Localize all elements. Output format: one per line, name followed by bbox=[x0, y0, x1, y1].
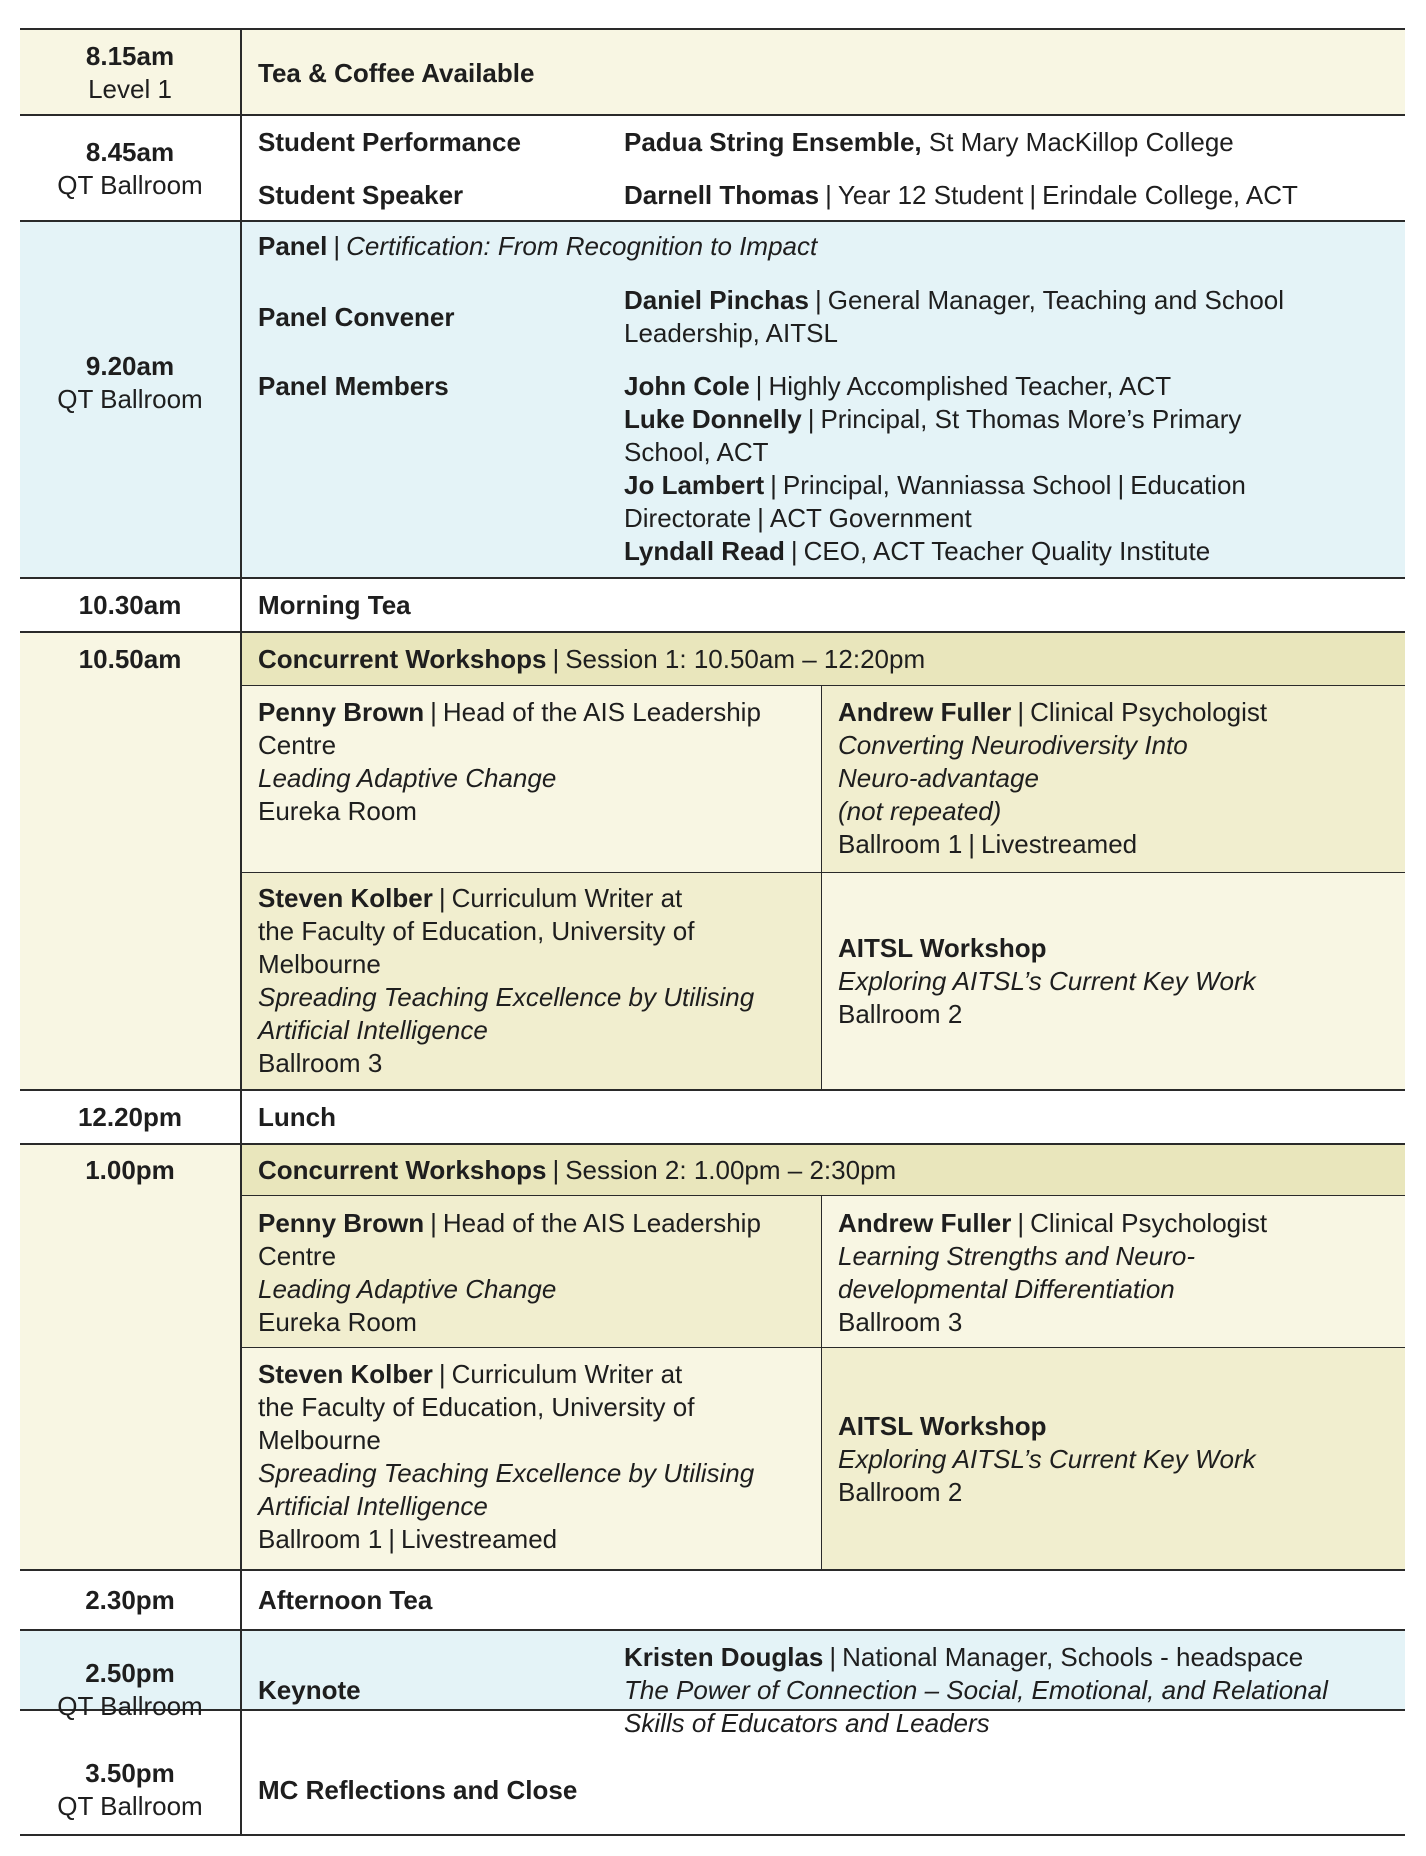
member-role: ACT Government bbox=[769, 503, 972, 533]
rule bbox=[20, 1143, 1405, 1145]
separator: | bbox=[968, 829, 976, 859]
s1-c-room: Ballroom 3 bbox=[258, 1048, 383, 1078]
s2-a-line-2: Centre bbox=[258, 1241, 337, 1271]
venue-qt-ballroom: QT Ballroom bbox=[57, 170, 203, 200]
performer-name: Padua String Ensemble, bbox=[624, 127, 922, 157]
separator: | bbox=[1029, 180, 1037, 210]
member-jo-lambert bbox=[624, 469, 1246, 502]
keynote-name: Kristen Douglas bbox=[624, 1642, 824, 1672]
time-12-20: 12.20pm bbox=[77, 1102, 183, 1132]
member-name: Luke Donnelly bbox=[624, 404, 802, 434]
convener-name: Daniel Pinchas bbox=[624, 285, 809, 315]
s1-header bbox=[258, 643, 925, 676]
s2-a-line-1 bbox=[258, 1207, 761, 1240]
s1-b-note: (not repeated) bbox=[838, 796, 1002, 826]
separator: | bbox=[438, 883, 446, 913]
label-panel-convener: Panel Convener bbox=[258, 302, 455, 332]
presenter-role: Curriculum Writer at bbox=[451, 883, 683, 913]
label-keynote: Keynote bbox=[258, 1675, 361, 1705]
livestream: Livestreamed bbox=[981, 829, 1138, 859]
room: Ballroom 1 bbox=[838, 829, 963, 859]
presenter-role: Head of the AIS Leadership bbox=[442, 697, 761, 727]
s2-header bbox=[258, 1154, 896, 1187]
panel-heading bbox=[258, 230, 817, 263]
member-luke-donnelly bbox=[624, 403, 1241, 436]
s2-header-rule bbox=[242, 1195, 1405, 1196]
rule-bottom bbox=[20, 1834, 1405, 1836]
s2-c-line-3: Melbourne bbox=[258, 1425, 381, 1455]
time-1-00: 1.00pm bbox=[85, 1155, 175, 1185]
speaker-org: Erindale College, ACT bbox=[1042, 180, 1298, 210]
livestream: Livestreamed bbox=[401, 1524, 558, 1554]
s1-d-room: Ballroom 2 bbox=[838, 999, 963, 1029]
keynote-speaker bbox=[624, 1641, 1303, 1674]
s2-c-room bbox=[258, 1523, 557, 1556]
rule-top bbox=[20, 28, 1405, 30]
s2-b-room: Ballroom 3 bbox=[838, 1307, 963, 1337]
s2-d-room: Ballroom 2 bbox=[838, 1477, 963, 1507]
s1-b-room bbox=[838, 828, 1137, 861]
member-role: Directorate bbox=[624, 503, 752, 533]
presenter-role: Clinical Psychologist bbox=[1030, 697, 1268, 727]
s1-a-title: Leading Adaptive Change bbox=[258, 763, 557, 793]
s1-d-name: AITSL Workshop bbox=[838, 933, 1047, 963]
time-2-50: 2.50pm bbox=[85, 1658, 175, 1688]
item-afternoon-tea: Afternoon Tea bbox=[258, 1585, 433, 1615]
member-lyndall-read bbox=[624, 535, 1210, 568]
convener-role: General Manager, Teaching and School bbox=[827, 285, 1285, 315]
member-role: CEO, ACT Teacher Quality Institute bbox=[803, 536, 1211, 566]
item-tea-coffee: Tea & Coffee Available bbox=[258, 58, 535, 88]
time-10-50: 10.50am bbox=[78, 644, 182, 674]
separator: | bbox=[430, 697, 437, 727]
item-lunch: Lunch bbox=[258, 1102, 336, 1132]
item-mc-reflections: MC Reflections and Close bbox=[258, 1775, 578, 1805]
presenter-name: Steven Kolber bbox=[258, 883, 433, 913]
time-9-20: 9.20am bbox=[85, 351, 175, 381]
separator: | bbox=[814, 285, 822, 315]
panel-title: Certification: From Recognition to Impact bbox=[346, 231, 818, 261]
s2-d-name: AITSL Workshop bbox=[838, 1411, 1047, 1441]
s2-c-title-1: Spreading Teaching Excellence by Utilising bbox=[258, 1458, 755, 1488]
separator: | bbox=[1017, 697, 1025, 727]
rule bbox=[20, 631, 1405, 633]
student-speaker-detail bbox=[624, 179, 1298, 212]
separator: | bbox=[1017, 1208, 1025, 1238]
s1-c-title-2: Artificial Intelligence bbox=[258, 1015, 488, 1045]
convener-line-1 bbox=[624, 284, 1284, 317]
s2-c-line-2: the Faculty of Education, University of bbox=[258, 1392, 695, 1422]
rule bbox=[20, 577, 1405, 579]
member-name: John Cole bbox=[624, 371, 750, 401]
performer-org: St Mary MacKillop College bbox=[928, 127, 1234, 157]
keynote-title-1: The Power of Connection – Social, Emotional, and Relational bbox=[624, 1675, 1328, 1705]
time-8-15: 8.15am bbox=[85, 41, 175, 71]
s1-b-title-2: Neuro-advantage bbox=[838, 763, 1039, 793]
speaker-role: Year 12 Student bbox=[837, 180, 1024, 210]
presenter-name: Steven Kolber bbox=[258, 1359, 433, 1389]
s2-b-title-2: developmental Differentiation bbox=[838, 1274, 1175, 1304]
member-role: Highly Accomplished Teacher, ACT bbox=[768, 371, 1172, 401]
s2-c-line-1 bbox=[258, 1358, 682, 1391]
venue-level-1: Level 1 bbox=[88, 74, 172, 104]
time-column-divider bbox=[240, 29, 242, 1835]
rule bbox=[20, 1569, 1405, 1571]
member-john-cole bbox=[624, 370, 1171, 403]
s2-a-title: Leading Adaptive Change bbox=[258, 1274, 557, 1304]
row-10-50-timecol-bg bbox=[20, 632, 240, 1090]
presenter-role: Clinical Psychologist bbox=[1030, 1208, 1268, 1238]
s1-d-title: Exploring AITSL’s Current Key Work bbox=[838, 966, 1256, 996]
separator: | bbox=[770, 470, 777, 500]
speaker-name: Darnell Thomas bbox=[624, 180, 820, 210]
presenter-name: Penny Brown bbox=[258, 1208, 425, 1238]
s1-a-line-1 bbox=[258, 696, 761, 729]
separator: | bbox=[552, 1155, 560, 1185]
separator: | bbox=[829, 1642, 837, 1672]
separator: | bbox=[1117, 470, 1125, 500]
member-role: Education bbox=[1130, 470, 1246, 500]
label-student-speaker: Student Speaker bbox=[258, 180, 464, 210]
s1-c-line-1 bbox=[258, 882, 682, 915]
s1-header-label: Concurrent Workshops bbox=[258, 644, 547, 674]
s2-header-session: Session 2: 1.00pm – 2:30pm bbox=[565, 1155, 897, 1185]
s1-b-line-1 bbox=[838, 696, 1267, 729]
time-10-30: 10.30am bbox=[78, 590, 182, 620]
separator: | bbox=[790, 536, 798, 566]
venue-qt-ballroom: QT Ballroom bbox=[57, 384, 203, 414]
separator: | bbox=[807, 404, 815, 434]
s2-b-title-1: Learning Strengths and Neuro- bbox=[838, 1241, 1196, 1271]
presenter-role: Head of the AIS Leadership bbox=[442, 1208, 761, 1238]
member-jo-lambert-cont bbox=[624, 502, 972, 535]
s1-mid-rule bbox=[242, 872, 1405, 873]
student-performance-detail bbox=[624, 126, 1234, 159]
s2-a-room: Eureka Room bbox=[258, 1307, 417, 1337]
s1-header-rule bbox=[242, 685, 1405, 686]
venue-qt-ballroom: QT Ballroom bbox=[57, 1791, 203, 1821]
member-name: Jo Lambert bbox=[624, 470, 765, 500]
rule bbox=[20, 1089, 1405, 1091]
convener-line-2: Leadership, AITSL bbox=[624, 318, 838, 348]
member-luke-donnelly-cont: School, ACT bbox=[624, 437, 769, 467]
s2-d-title: Exploring AITSL’s Current Key Work bbox=[838, 1444, 1256, 1474]
s2-c-title-2: Artificial Intelligence bbox=[258, 1491, 488, 1521]
presenter-role: Curriculum Writer at bbox=[451, 1359, 683, 1389]
time-8-45: 8.45am bbox=[85, 137, 175, 167]
rule bbox=[20, 114, 1405, 116]
row-1-00-timecol-bg bbox=[20, 1144, 240, 1570]
presenter-name: Andrew Fuller bbox=[838, 1208, 1012, 1238]
s2-b-line-1 bbox=[838, 1207, 1267, 1240]
time-2-30: 2.30pm bbox=[85, 1585, 175, 1615]
rule bbox=[20, 1629, 1405, 1631]
s2-col-rule bbox=[821, 1196, 822, 1570]
separator: | bbox=[552, 644, 560, 674]
s1-a-room: Eureka Room bbox=[258, 796, 417, 826]
separator: | bbox=[388, 1524, 396, 1554]
time-3-50: 3.50pm bbox=[85, 1758, 175, 1788]
presenter-name: Penny Brown bbox=[258, 697, 425, 727]
separator: | bbox=[757, 503, 764, 533]
separator: | bbox=[438, 1359, 446, 1389]
s1-b-title-1: Converting Neurodiversity Into bbox=[838, 730, 1188, 760]
label-student-performance: Student Performance bbox=[258, 127, 521, 157]
separator: | bbox=[430, 1208, 437, 1238]
room: Ballroom 1 bbox=[258, 1524, 383, 1554]
s1-col-rule bbox=[821, 686, 822, 1090]
separator: | bbox=[333, 231, 341, 261]
venue-qt-ballroom: QT Ballroom bbox=[57, 1691, 203, 1721]
label-panel-members: Panel Members bbox=[258, 371, 449, 401]
member-name: Lyndall Read bbox=[624, 536, 785, 566]
separator: | bbox=[825, 180, 832, 210]
s2-header-label: Concurrent Workshops bbox=[258, 1155, 547, 1185]
item-morning-tea: Morning Tea bbox=[258, 590, 411, 620]
panel-label: Panel bbox=[258, 231, 328, 261]
s1-c-line-3: Melbourne bbox=[258, 949, 381, 979]
s1-c-title-1: Spreading Teaching Excellence by Utilising bbox=[258, 982, 755, 1012]
presenter-name: Andrew Fuller bbox=[838, 697, 1012, 727]
s2-mid-rule bbox=[242, 1347, 1405, 1348]
rule bbox=[20, 220, 1405, 222]
keynote-role: National Manager, Schools - headspace bbox=[842, 1642, 1304, 1672]
member-role: Principal, St Thomas More’s Primary bbox=[820, 404, 1242, 434]
s1-header-session: Session 1: 10.50am – 12:20pm bbox=[565, 644, 926, 674]
separator: | bbox=[755, 371, 763, 401]
keynote-title-2: Skills of Educators and Leaders bbox=[624, 1708, 990, 1738]
s1-c-line-2: the Faculty of Education, University of bbox=[258, 916, 695, 946]
member-role: Principal, Wanniassa School bbox=[782, 470, 1112, 500]
s1-a-line-2: Centre bbox=[258, 730, 337, 760]
